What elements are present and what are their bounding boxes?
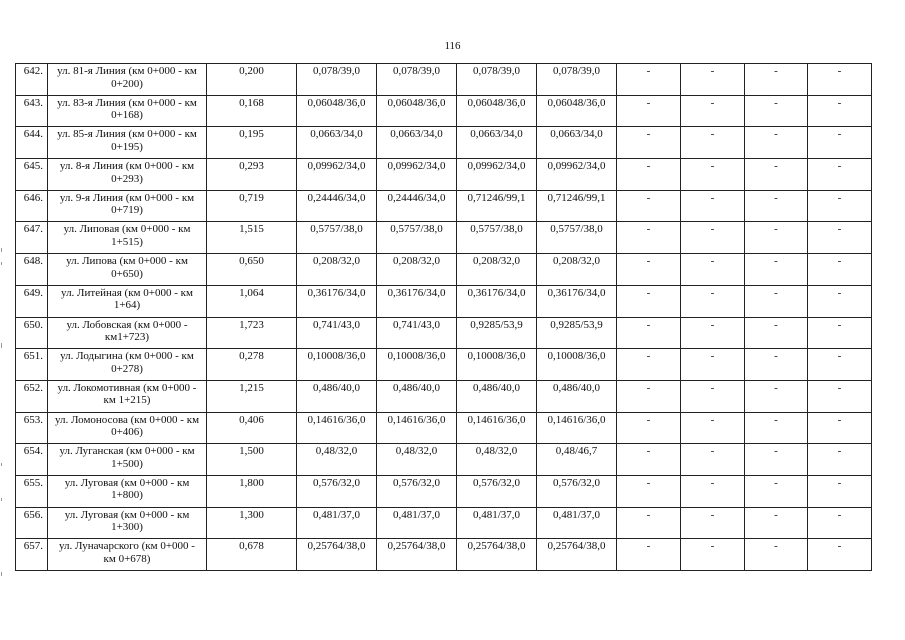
dash-cell-1: -	[617, 127, 681, 159]
value-cell-1: 0,09962/34,0	[297, 159, 377, 191]
table-row	[16, 254, 872, 286]
street-name: ул. Лобовская (км 0+000 - км1+723)	[48, 317, 207, 349]
value-cell-2: 0,481/37,0	[377, 507, 457, 539]
value-cell-1: 0,24446/34,0	[297, 190, 377, 222]
value-cell-2: 0,09962/34,0	[377, 159, 457, 191]
table-row	[16, 412, 872, 444]
dash-cell-3: -	[745, 349, 808, 381]
value-cell-3: 0,9285/53,9	[457, 317, 537, 349]
value-cell-1: 0,078/39,0	[297, 64, 377, 96]
length-value: 1,215	[207, 380, 297, 412]
dash-cell-1: -	[617, 95, 681, 127]
value-cell-2: 0,25764/38,0	[377, 539, 457, 571]
value-cell-2: 0,24446/34,0	[377, 190, 457, 222]
value-cell-1: 0,741/43,0	[297, 317, 377, 349]
dash-cell-4: -	[808, 159, 872, 191]
dash-cell-1: -	[617, 64, 681, 96]
row-number: 647.	[16, 222, 48, 254]
street-name: ул. Литейная (км 0+000 - км 1+64)	[48, 285, 207, 317]
dash-cell-1: -	[617, 475, 681, 507]
value-cell-3: 0,0663/34,0	[457, 127, 537, 159]
value-cell-4: 0,09962/34,0	[537, 159, 617, 191]
dash-cell-2: -	[681, 444, 745, 476]
dash-cell-2: -	[681, 285, 745, 317]
value-cell-2: 0,06048/36,0	[377, 95, 457, 127]
value-cell-4: 0,576/32,0	[537, 475, 617, 507]
length-value: 1,800	[207, 475, 297, 507]
table-row	[16, 222, 872, 254]
row-number: 642.	[16, 64, 48, 96]
table-row	[16, 127, 872, 159]
value-cell-2: 0,576/32,0	[377, 475, 457, 507]
length-value: 0,200	[207, 64, 297, 96]
value-cell-4: 0,10008/36,0	[537, 349, 617, 381]
dash-cell-1: -	[617, 159, 681, 191]
dash-cell-3: -	[745, 380, 808, 412]
value-cell-3: 0,36176/34,0	[457, 285, 537, 317]
table-row	[16, 95, 872, 127]
street-name: ул. Луговая (км 0+000 - км 1+800)	[48, 475, 207, 507]
dash-cell-1: -	[617, 254, 681, 286]
page-number: 116	[444, 40, 461, 52]
table-row	[16, 444, 872, 476]
value-cell-4: 0,078/39,0	[537, 64, 617, 96]
dash-cell-3: -	[745, 222, 808, 254]
value-cell-1: 0,5757/38,0	[297, 222, 377, 254]
table-row	[16, 380, 872, 412]
street-name: ул. 8-я Линия (км 0+000 - км 0+293)	[48, 159, 207, 191]
row-number: 651.	[16, 349, 48, 381]
value-cell-3: 0,06048/36,0	[457, 95, 537, 127]
table-row	[16, 349, 872, 381]
length-value: 0,293	[207, 159, 297, 191]
value-cell-4: 0,0663/34,0	[537, 127, 617, 159]
dash-cell-4: -	[808, 285, 872, 317]
dash-cell-2: -	[681, 127, 745, 159]
dash-cell-1: -	[617, 507, 681, 539]
value-cell-3: 0,208/32,0	[457, 254, 537, 286]
dash-cell-4: -	[808, 475, 872, 507]
dash-cell-2: -	[681, 380, 745, 412]
row-number: 648.	[16, 254, 48, 286]
value-cell-3: 0,486/40,0	[457, 380, 537, 412]
length-value: 0,195	[207, 127, 297, 159]
dash-cell-4: -	[808, 380, 872, 412]
value-cell-3: 0,48/32,0	[457, 444, 537, 476]
value-cell-4: 0,71246/99,1	[537, 190, 617, 222]
row-number: 656.	[16, 507, 48, 539]
value-cell-4: 0,481/37,0	[537, 507, 617, 539]
value-cell-1: 0,10008/36,0	[297, 349, 377, 381]
street-name: ул. Луначарского (км 0+000 - км 0+678)	[48, 539, 207, 571]
dash-cell-3: -	[745, 254, 808, 286]
length-value: 1,723	[207, 317, 297, 349]
value-cell-3: 0,10008/36,0	[457, 349, 537, 381]
value-cell-1: 0,576/32,0	[297, 475, 377, 507]
length-value: 0,719	[207, 190, 297, 222]
dash-cell-3: -	[745, 127, 808, 159]
dash-cell-4: -	[808, 127, 872, 159]
row-number: 655.	[16, 475, 48, 507]
value-cell-1: 0,25764/38,0	[297, 539, 377, 571]
table-row	[16, 317, 872, 349]
dash-cell-4: -	[808, 254, 872, 286]
value-cell-3: 0,71246/99,1	[457, 190, 537, 222]
dash-cell-1: -	[617, 190, 681, 222]
street-name: ул. Лодыгина (км 0+000 - км 0+278)	[48, 349, 207, 381]
dash-cell-4: -	[808, 190, 872, 222]
value-cell-3: 0,25764/38,0	[457, 539, 537, 571]
street-name: ул. 83-я Линия (км 0+000 - км 0+168)	[48, 95, 207, 127]
length-value: 0,278	[207, 349, 297, 381]
dash-cell-1: -	[617, 317, 681, 349]
dash-cell-4: -	[808, 539, 872, 571]
length-value: 0,650	[207, 254, 297, 286]
value-cell-2: 0,36176/34,0	[377, 285, 457, 317]
value-cell-4: 0,36176/34,0	[537, 285, 617, 317]
value-cell-3: 0,5757/38,0	[457, 222, 537, 254]
table-body	[16, 64, 872, 571]
road-data-table	[15, 63, 872, 571]
dash-cell-1: -	[617, 222, 681, 254]
value-cell-2: 0,48/32,0	[377, 444, 457, 476]
row-number: 646.	[16, 190, 48, 222]
dash-cell-2: -	[681, 222, 745, 254]
street-name: ул. Луговая (км 0+000 - км 1+300)	[48, 507, 207, 539]
value-cell-1: 0,486/40,0	[297, 380, 377, 412]
dash-cell-2: -	[681, 95, 745, 127]
dash-cell-1: -	[617, 539, 681, 571]
value-cell-3: 0,481/37,0	[457, 507, 537, 539]
dash-cell-1: -	[617, 285, 681, 317]
value-cell-3: 0,576/32,0	[457, 475, 537, 507]
length-value: 0,168	[207, 95, 297, 127]
value-cell-2: 0,741/43,0	[377, 317, 457, 349]
table-row	[16, 159, 872, 191]
value-cell-2: 0,486/40,0	[377, 380, 457, 412]
dash-cell-4: -	[808, 412, 872, 444]
row-number: 645.	[16, 159, 48, 191]
value-cell-2: 0,208/32,0	[377, 254, 457, 286]
row-number: 654.	[16, 444, 48, 476]
dash-cell-4: -	[808, 317, 872, 349]
value-cell-2: 0,14616/36,0	[377, 412, 457, 444]
value-cell-2: 0,078/39,0	[377, 64, 457, 96]
street-name: ул. Луганская (км 0+000 - км 1+500)	[48, 444, 207, 476]
dash-cell-1: -	[617, 380, 681, 412]
length-value: 1,515	[207, 222, 297, 254]
value-cell-4: 0,5757/38,0	[537, 222, 617, 254]
dash-cell-1: -	[617, 444, 681, 476]
value-cell-1: 0,48/32,0	[297, 444, 377, 476]
street-name: ул. Ломоносова (км 0+000 - км 0+406)	[48, 412, 207, 444]
dash-cell-4: -	[808, 349, 872, 381]
dash-cell-3: -	[745, 95, 808, 127]
row-number: 657.	[16, 539, 48, 571]
table-row	[16, 190, 872, 222]
dash-cell-3: -	[745, 317, 808, 349]
dash-cell-3: -	[745, 444, 808, 476]
dash-cell-2: -	[681, 317, 745, 349]
dash-cell-3: -	[745, 507, 808, 539]
street-name: ул. 81-я Линия (км 0+000 - км 0+200)	[48, 64, 207, 96]
value-cell-4: 0,208/32,0	[537, 254, 617, 286]
dash-cell-4: -	[808, 64, 872, 96]
table-row	[16, 285, 872, 317]
length-value: 1,064	[207, 285, 297, 317]
value-cell-3: 0,078/39,0	[457, 64, 537, 96]
dash-cell-2: -	[681, 190, 745, 222]
dash-cell-1: -	[617, 349, 681, 381]
street-name: ул. Липова (км 0+000 - км 0+650)	[48, 254, 207, 286]
dash-cell-2: -	[681, 539, 745, 571]
table-row	[16, 64, 872, 96]
dash-cell-3: -	[745, 285, 808, 317]
value-cell-4: 0,14616/36,0	[537, 412, 617, 444]
dash-cell-2: -	[681, 412, 745, 444]
dash-cell-2: -	[681, 349, 745, 381]
length-value: 0,406	[207, 412, 297, 444]
dash-cell-3: -	[745, 475, 808, 507]
street-name: ул. Локомотивная (км 0+000 - км 1+215)	[48, 380, 207, 412]
value-cell-4: 0,48/46,7	[537, 444, 617, 476]
dash-cell-3: -	[745, 159, 808, 191]
dash-cell-2: -	[681, 254, 745, 286]
street-name: ул. 85-я Линия (км 0+000 - км 0+195)	[48, 127, 207, 159]
dash-cell-2: -	[681, 507, 745, 539]
row-number: 653.	[16, 412, 48, 444]
dash-cell-4: -	[808, 444, 872, 476]
value-cell-1: 0,208/32,0	[297, 254, 377, 286]
table-row	[16, 507, 872, 539]
value-cell-4: 0,25764/38,0	[537, 539, 617, 571]
value-cell-4: 0,9285/53,9	[537, 317, 617, 349]
value-cell-4: 0,486/40,0	[537, 380, 617, 412]
dash-cell-4: -	[808, 507, 872, 539]
row-number: 652.	[16, 380, 48, 412]
dash-cell-3: -	[745, 190, 808, 222]
length-value: 1,300	[207, 507, 297, 539]
row-number: 644.	[16, 127, 48, 159]
value-cell-1: 0,36176/34,0	[297, 285, 377, 317]
dash-cell-2: -	[681, 64, 745, 96]
value-cell-1: 0,14616/36,0	[297, 412, 377, 444]
table-row	[16, 539, 872, 571]
value-cell-3: 0,14616/36,0	[457, 412, 537, 444]
dash-cell-2: -	[681, 475, 745, 507]
dash-cell-4: -	[808, 95, 872, 127]
dash-cell-4: -	[808, 222, 872, 254]
row-number: 650.	[16, 317, 48, 349]
length-value: 1,500	[207, 444, 297, 476]
value-cell-4: 0,06048/36,0	[537, 95, 617, 127]
value-cell-1: 0,481/37,0	[297, 507, 377, 539]
dash-cell-3: -	[745, 412, 808, 444]
street-name: ул. 9-я Линия (км 0+000 - км 0+719)	[48, 190, 207, 222]
value-cell-3: 0,09962/34,0	[457, 159, 537, 191]
value-cell-2: 0,0663/34,0	[377, 127, 457, 159]
value-cell-2: 0,5757/38,0	[377, 222, 457, 254]
value-cell-2: 0,10008/36,0	[377, 349, 457, 381]
row-number: 649.	[16, 285, 48, 317]
dash-cell-3: -	[745, 64, 808, 96]
length-value: 0,678	[207, 539, 297, 571]
value-cell-1: 0,0663/34,0	[297, 127, 377, 159]
dash-cell-2: -	[681, 159, 745, 191]
table-row	[16, 475, 872, 507]
dash-cell-1: -	[617, 412, 681, 444]
street-name: ул. Липовая (км 0+000 - км 1+515)	[48, 222, 207, 254]
dash-cell-3: -	[745, 539, 808, 571]
row-number: 643.	[16, 95, 48, 127]
value-cell-1: 0,06048/36,0	[297, 95, 377, 127]
